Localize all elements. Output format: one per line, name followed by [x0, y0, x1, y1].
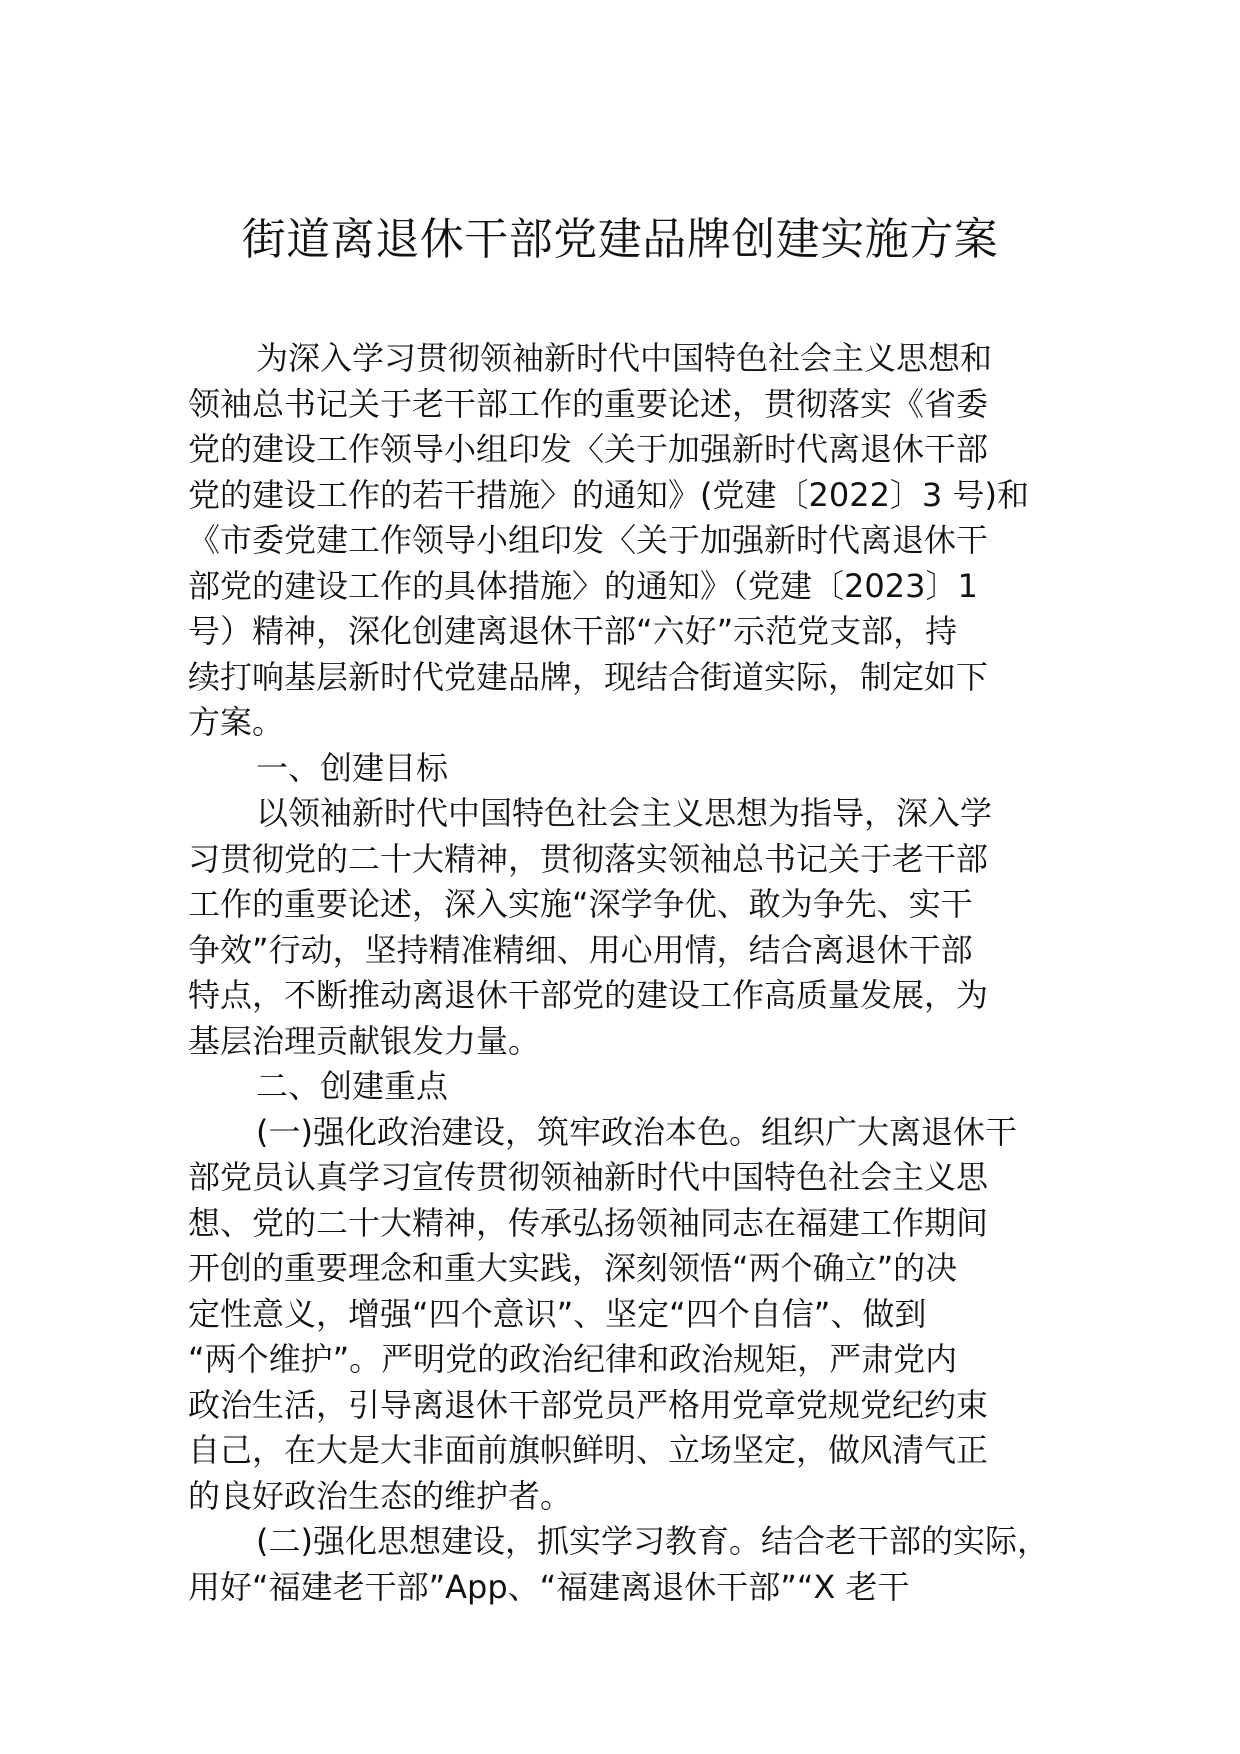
body-line: (二)强化思想建设，抓实学习教育。结合老干部的实际，: [256, 1522, 1049, 1560]
body-line: 《市委党建工作领导小组印发〈关于加强新时代离退休干: [188, 521, 989, 559]
body-line: (一)强化政治建设，筑牢政治本色。组织广大离退休干: [256, 1112, 1017, 1151]
body-line: 习贯彻党的二十大精神，贯彻落实领袖总书记关于老干部: [188, 839, 989, 878]
body-line: 想、党的二十大精神，传承弘扬领袖同志在福建工作期间: [188, 1203, 989, 1242]
body-line: 续打响基层新时代党建品牌，现结合街道实际，制定如下: [188, 657, 989, 696]
body-line: “两个维护”。严明党的政治纪律和政治规矩，严肃党内: [188, 1340, 958, 1378]
body-line: 领袖总书记关于老干部工作的重要论述，贯彻落实《省委: [188, 384, 989, 423]
body-line: 部党的建设工作的具体措施〉的通知》（党建〔2023〕1: [188, 566, 978, 605]
body-line: 方案。: [188, 703, 285, 741]
body-line: 的良好政治生态的维护者。: [188, 1476, 573, 1515]
body-line: 号）精神，深化创建离退休干部“六好”示范党支部，持: [188, 612, 958, 650]
body-line: 一、创建目标: [256, 748, 449, 787]
body-line: 工作的重要论述，深入实施“深学争优、敢为争先、实干: [188, 885, 973, 923]
body-line: 党的建设工作的若干措施〉的通知》(党建〔2022〕3 号)和: [188, 475, 1029, 514]
body-line: 争效”行动，坚持精准精细、用心用情，结合离退休干部: [188, 930, 973, 969]
body-line: 自己，在大是大非面前旗帜鲜明、立场坚定，做风清气正: [188, 1431, 989, 1469]
body-line: 为深入学习贯彻领袖新时代中国特色社会主义思想和: [256, 339, 993, 377]
body-line: 基层治理贡献银发力量。: [188, 1021, 541, 1060]
document-body: [188, 336, 1068, 1610]
body-line: 党的建设工作领导小组印发〈关于加强新时代离退休干部: [188, 430, 989, 468]
body-line: 定性意义，增强“四个意识”、坚定“四个自信”、做到: [188, 1294, 927, 1333]
body-line: 政治生活，引导离退休干部党员严格用党章党规党纪约束: [188, 1385, 989, 1424]
document-title: 街道离退休干部党建品牌创建实施方案: [241, 214, 999, 265]
body-line: 用好“福建老干部”App、“福建离退休干部”“X 老干: [188, 1567, 910, 1606]
body-line: 二、创建重点: [256, 1067, 449, 1105]
body-line: 部党员认真学习宣传贯彻领袖新时代中国特色社会主义思: [188, 1158, 989, 1196]
body-line: 特点，不断推动离退休干部党的建设工作高质量发展，为: [188, 976, 989, 1014]
body-line: 以领袖新时代中国特色社会主义思想为指导，深入学: [256, 794, 993, 832]
body-line: 开创的重要理念和重大实践，深刻领悟“两个确立”的决: [188, 1249, 958, 1287]
